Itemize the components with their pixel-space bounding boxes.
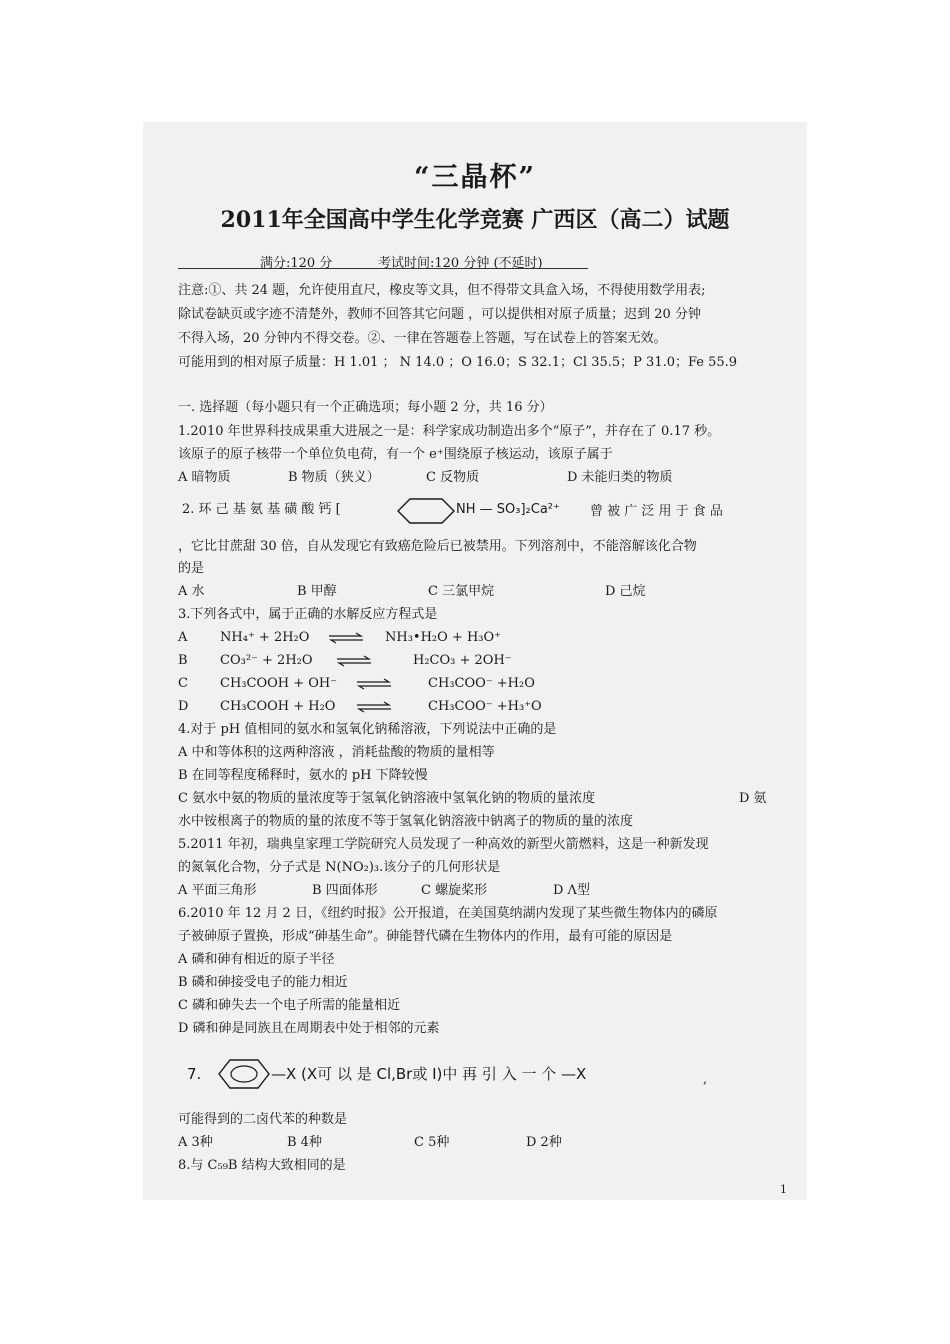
q1-stem: 该原子的原子核带一个单位负电荷，有一个 e⁺围绕原子核运动，该原子属于 <box>178 447 613 462</box>
q4-option-d-head: D 氨 <box>739 791 767 806</box>
q3-row-d-left: CH₃COOH + H₂O <box>220 699 336 714</box>
exam-title: “三晶杯” <box>413 162 537 193</box>
q6-stem: 6.2010 年 12 月 2 日，《纽约时报》公开报道，在美国莫纳湖内发现了某些微生物体内的磷原 <box>178 906 718 921</box>
q7-number: 7. <box>187 1065 202 1083</box>
q1-option-b: B 物质（狭义） <box>288 470 380 485</box>
exam-time: 考试时间:120 分钟 (不延时) <box>378 256 543 271</box>
q6-option-c: C 磷和砷失去一个电子所需的能量相近 <box>178 998 401 1013</box>
notice-line: 注意:①、共 24 题，允许使用直尺，橡皮等文具，但不得带文具盒入场，不得使用数学用表; <box>178 283 706 298</box>
q6-option-d: D 磷和砷是同族且在周期表中处于相邻的元素 <box>178 1021 440 1036</box>
q2-stem: ，它比甘蔗甜 30 倍，自从发现它有致癌危险后已被禁用。下列溶剂中，不能溶解该化合物 <box>178 539 697 554</box>
q7-text: —X (X可 以 是 Cl,Br或 I)中 再 引 入 一 个 —X <box>271 1065 587 1083</box>
q6-option-b: B 磷和砷接受电子的能力相近 <box>178 975 348 990</box>
q7-option-d: D 2种 <box>526 1135 562 1150</box>
q1-option-d: D 未能归类的物质 <box>567 470 673 485</box>
q1-option-c: C 反物质 <box>426 470 480 485</box>
notice-line: 不得入场，20 分钟内不得交卷。②、一律在答题卷上答题，写在试卷上的答案无效。 <box>178 331 667 346</box>
equilibrium-arrow-icon <box>327 630 365 646</box>
q3-row-a-left: NH₄⁺ + 2H₂O <box>220 630 310 645</box>
q3-row-d-right: CH₃COO⁻ +H₃⁺O <box>428 699 542 714</box>
q3-row-a-right: NH₃•H₂O + H₃O⁺ <box>385 630 502 645</box>
q1-option-a: A 暗物质 <box>178 470 231 485</box>
q2-formula: NH — SO₃]₂Ca²⁺ <box>456 502 560 517</box>
benzene-ring-icon <box>217 1058 271 1090</box>
q5-option-c: C 螺旋桨形 <box>421 883 488 898</box>
q2-option-b: B 甲醇 <box>297 584 337 599</box>
q5-option-a: A 平面三角形 <box>178 883 257 898</box>
q3-row-c-label: C <box>178 676 188 691</box>
q3-row-b-left: CO₃²⁻ + 2H₂O <box>220 653 313 668</box>
notice-line: 除试卷缺页或字迹不清楚外，教师不回答其它问题 ，可以提供相对原子质量；迟到 20 分钟 <box>178 307 701 322</box>
q3-row-c-left: CH₃COOH + OH⁻ <box>220 676 338 691</box>
q6-option-a: A 磷和砷有相近的原子半径 <box>178 952 335 967</box>
q4-option-d-tail: 水中铵根离子的物质的量的浓度不等于氢氧化钠溶液中钠离子的物质的量的浓度 <box>178 814 634 829</box>
q8-stem: 8.与 C₅₉B 结构大致相同的是 <box>178 1158 346 1173</box>
atomic-mass-line: 可能用到的相对原子质量：H 1.01 ； N 14.0 ；O 16.0；S 32.1；Cl 35.5；P 31.0；Fe 55.9 <box>178 355 738 370</box>
q7-stem-with-structure <box>183 1058 803 1092</box>
q4-option-c: C 氨水中氨的物质的量浓度等于氢氧化钠溶液中氢氧化钠的物质的量浓度 <box>178 791 596 806</box>
q5-option-d: D Λ型 <box>553 883 590 898</box>
q1-stem: 1.2010 年世界科技成果重大进展之一是：科学家成功制造出多个“原子”，并存在了 0.17 秒。 <box>178 424 721 439</box>
equilibrium-arrow-icon <box>335 653 373 669</box>
cyclohexane-ring-icon <box>396 497 456 525</box>
q2-option-a: A 水 <box>178 584 205 599</box>
q2-suffix: 曾 被 广 泛 用 于 食 品 <box>590 504 723 519</box>
q6-stem: 子被砷原子置换，形成“砷基生命”。砷能替代磷在生物体内的作用，最有可能的原因是 <box>178 929 673 944</box>
q5-option-b: B 四面体形 <box>312 883 378 898</box>
q7-option-b: B 4种 <box>287 1135 322 1150</box>
q2-prefix: 2. 环 己 基 氨 基 磺 酸 钙 [ <box>182 502 341 517</box>
q2-option-c: C 三氯甲烷 <box>428 584 495 599</box>
exam-subtitle: 2011年全国高中学生化学竞赛 广西区（高二）试题 <box>220 207 730 233</box>
exam-score: 满分:120 分 <box>260 256 333 271</box>
q3-stem: 3.下列各式中，属于正确的水解反应方程式是 <box>178 607 438 622</box>
equilibrium-arrow-icon <box>355 699 393 715</box>
q7-comma: , <box>703 1072 708 1087</box>
q4-option-b: B 在同等程度稀释时，氨水的 pH 下降较慢 <box>178 768 428 783</box>
q3-row-d-label: D <box>178 699 189 714</box>
q3-row-a-label: A <box>178 630 188 645</box>
page-number: 1 <box>780 1183 787 1196</box>
q4-stem: 4.对于 pH 值相同的氨水和氢氧化钠稀溶液，下列说法中正确的是 <box>178 722 557 737</box>
q5-stem: 的氮氧化合物，分子式是 N(NO₂)₃.该分子的几何形状是 <box>178 860 501 875</box>
q4-option-a: A 中和等体积的这两种溶液 ，消耗盐酸的物质的量相等 <box>178 745 495 760</box>
exam-meta <box>178 252 588 269</box>
q7-option-c: C 5种 <box>414 1135 450 1150</box>
q3-row-b-label: B <box>178 653 188 668</box>
q3-row-b-right: H₂CO₃ + 2OH⁻ <box>413 653 512 668</box>
q2-option-d: D 己烷 <box>605 584 646 599</box>
q7-option-a: A 3种 <box>178 1135 213 1150</box>
section-heading: 一. 选择题（每小题只有一个正确选项；每小题 2 分，共 16 分） <box>178 400 553 415</box>
equilibrium-arrow-icon <box>355 676 393 692</box>
q5-stem: 5.2011 年初，瑞典皇家理工学院研究人员发现了一种高效的新型火箭燃料，这是一种新发现 <box>178 837 709 852</box>
q7-line: 可能得到的二卤代苯的种数是 <box>178 1112 348 1127</box>
q3-row-c-right: CH₃COO⁻ +H₂O <box>428 676 535 691</box>
q2-stem: 的是 <box>178 561 205 576</box>
q2-stem-with-structure <box>178 496 798 526</box>
